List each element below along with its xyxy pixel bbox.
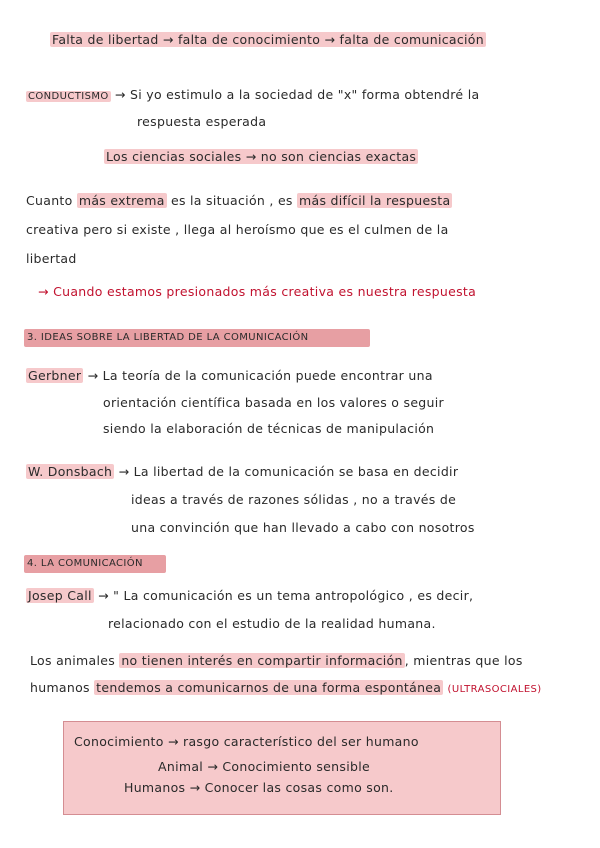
arrow-icon: → [324,32,336,47]
presion-line [38,283,476,301]
donsbach-line-2 [131,491,456,509]
donsbach-line-1 [26,463,458,481]
gerbner-text-3: siendo la elaboración de técnicas de manipulación [103,421,435,436]
summary-line-3 [124,779,394,797]
call-line-1 [26,587,473,605]
cuanto-highlight-1: más extrema [78,193,165,208]
call-line-2 [108,615,436,633]
cuanto-text-4: libertad [26,251,77,266]
cuanto-line-3 [26,250,77,268]
gerbner-line-3 [103,420,434,438]
gerbner-text-1: La teoría de la comunicación puede encontrar una [102,368,433,383]
ciencias-text: Los ciencias sociales → no son ciencias exactas [106,149,417,164]
cuanto-text-3: creativa pero si existe , llega al heroísmo que es el culmen de la [26,222,449,237]
summary-text-2: Animal → Conocimiento sensible [158,759,370,774]
section-3-title: 3. IDEAS SOBRE LA LIBERTAD DE LA COMUNICACIÓN [24,329,370,347]
summary-line-2 [158,758,370,776]
title-line [50,31,486,49]
cuanto-text-1: Cuanto [26,193,73,208]
chain-text [50,32,486,47]
gerbner-name: Gerbner [28,368,82,383]
animales-text-1: Los animales [30,653,116,668]
donsbach-text-3: una convinción que han llevado a cabo con nosotros [131,520,475,535]
section-4-heading [24,553,166,573]
cuanto-line-1 [26,192,452,210]
arrow-icon: → [38,284,49,299]
section-4-title: 4. LA COMUNICACIÓN [24,555,166,573]
conductismo-text-1: Si yo estimulo a la sociedad de "x" forma obtendré la [129,87,480,102]
conductismo-text-2: respuesta esperada [137,114,267,129]
call-text-2: relacionado con el estudio de la realidad humana. [108,616,436,631]
donsbach-text-2: ideas a través de razones sólidas , no a través de [131,492,457,507]
donsbach-name: W. Donsbach [28,464,113,479]
donsbach-line-3 [131,519,475,537]
arrow-icon: → [98,588,109,603]
arrow-icon: → [162,32,174,47]
summary-text-3: Humanos → Conocer las cosas como son. [124,780,394,795]
animales-highlight-2: tendemos a comunicarnos de una forma espontánea [96,680,442,695]
presion-text: Cuando estamos presionados más creativa es nuestra respuesta [53,284,477,299]
ciencias-line [104,148,418,166]
call-name: Josep Call [28,588,92,603]
animales-line-2 [30,679,542,699]
section-3-heading [24,327,370,347]
gerbner-line-2 [103,394,444,412]
animales-line-1 [30,652,523,670]
call-text-1: " La comunicación es un tema antropológico , es decir, [113,588,474,603]
gerbner-line-1 [26,367,433,385]
animales-text-2: , mientras que los [404,653,523,668]
summary-line-1 [74,733,419,751]
chain-item-3: falta de comunicación [339,32,484,47]
conductismo-tag: CONDUCTISMO [28,91,109,102]
summary-text-1: Conocimiento → rasgo característico del ser humano [74,734,419,749]
cuanto-line-2 [26,221,449,239]
animales-text-3: humanos [30,680,90,695]
conductismo-line-1 [26,86,479,106]
cuanto-text-2: es la situación , es [170,193,293,208]
cuanto-highlight-2: más difícil la respuesta [299,193,451,208]
arrow-icon: → [114,87,126,102]
ultrasociales-tag: (ULTRASOCIALES) [447,684,542,695]
gerbner-text-2: orientación científica basada en los valores o seguir [103,395,444,410]
conductismo-line-2 [137,113,266,131]
arrow-icon: → [118,464,130,479]
arrow-icon: → [87,368,99,383]
chain-item-1: Falta de libertad [52,32,159,47]
animales-highlight-1: no tienen interés en compartir información [121,653,403,668]
donsbach-text-1: La libertad de la comunicación se basa en decidir [133,464,459,479]
chain-item-2: falta de conocimiento [177,32,321,47]
